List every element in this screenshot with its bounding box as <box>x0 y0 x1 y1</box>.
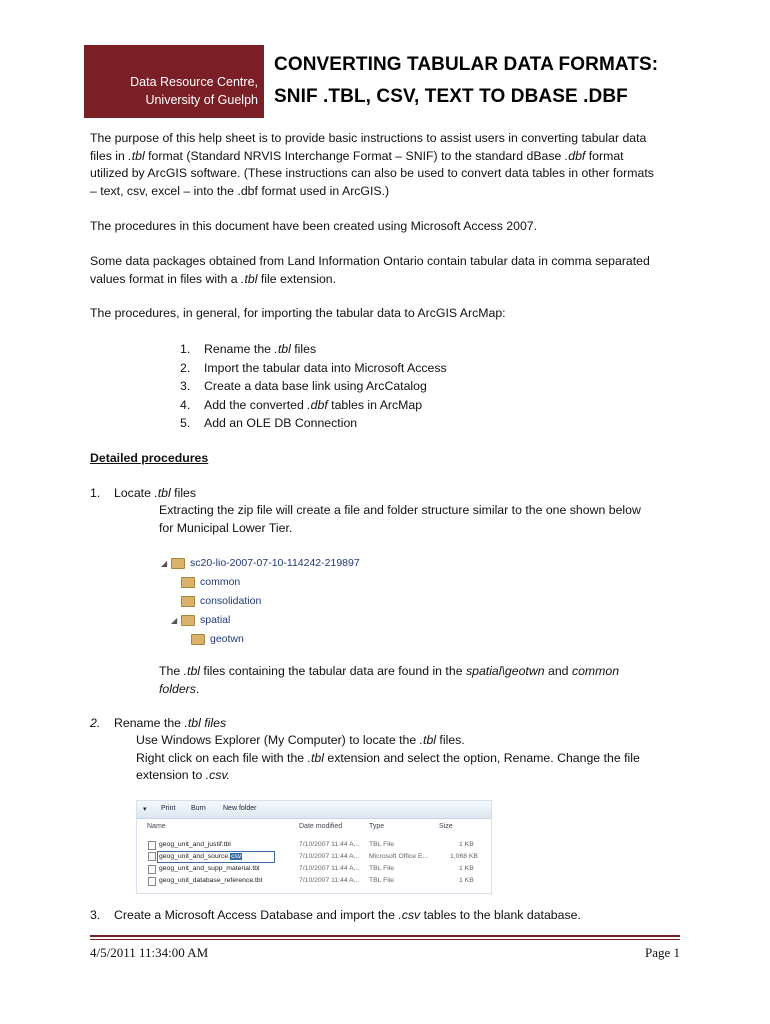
column-date: Date modified <box>299 823 343 830</box>
tree-root: ◢ sc20-lio-2007-07-10-114242-219897 <box>161 555 360 571</box>
org-name-line2: University of Guelph <box>145 93 258 107</box>
general-procedures-paragraph: The procedures, in general, for importing the tabular data to ArcGIS ArcMap: <box>90 306 506 320</box>
column-name: Name <box>147 823 166 830</box>
detail-2-text: Use Windows Explorer (My Computer) to locate the .tbl files. Right click on each file with the .tbl extension and select the option, Rename. Change the file extension to .csv. <box>136 733 640 783</box>
step-5: Add an OLE DB Connection <box>204 416 358 430</box>
explorer-toolbar <box>137 801 491 819</box>
step-4: Add the converted .dbf tables in ArcMap <box>204 397 423 412</box>
folder-tree-screenshot <box>159 553 359 649</box>
detail-1-number: 1. <box>90 486 101 500</box>
file-icon <box>148 865 156 874</box>
detail-2-title: Rename the .tbl files <box>114 716 227 730</box>
detail-1-after-text: The .tbl files containing the tabular data are found in the spatial\geotwn and common folders. <box>159 664 620 696</box>
footer-divider <box>90 935 680 937</box>
page-title-line1: CONVERTING TABULAR DATA FORMATS: <box>274 54 659 75</box>
explorer-screenshot: ▾ Print Burn New folder Name Date modified Type Size geog_unit_and_justif.tbl 7/10/2007 11:44 A... TBL File 1 KB geog_unit_and_source.csv 7/10/2007 11:44 A... Microsoft Office E... 1,068 KB geog_unit_and_supp_material.tbl 7/10/2007 11:44 A... TBL File 1 KB geog_unit_database_reference.tbl 7/10/2007 11:44 A... TBL File 1 KB <box>136 800 492 894</box>
page-number: Page 1 <box>644 945 680 960</box>
print-button: Print <box>161 805 176 812</box>
header-banner <box>84 45 264 118</box>
detail-2-number: 2. <box>90 716 101 730</box>
folder-icon <box>191 634 205 645</box>
file-icon <box>148 841 156 850</box>
column-type: Type <box>369 823 385 830</box>
access-version-paragraph: The procedures in this document have been created using Microsoft Access 2007. <box>90 219 538 233</box>
organize-dropdown-icon: ▾ <box>143 806 147 813</box>
file-icon <box>148 877 156 886</box>
intro-paragraph: The purpose of this help sheet is to provide basic instructions to assist users in converting tabular data files in .tbl format (Standard NRVIS Interchange Format – SNIF) to the standard dBase .dbf format utilized by ArcGIS software. (These instructions can also be used to convert data tables in other formats – text, csv, excel – into the .dbf format used in ArcGIS.) <box>90 131 654 198</box>
step-1: Rename the .tbl files <box>204 342 317 356</box>
detailed-procedures-heading: Detailed procedures <box>90 451 209 465</box>
folder-icon <box>181 615 195 626</box>
folder-icon <box>181 577 195 588</box>
burn-button: Burn <box>191 805 206 812</box>
tree-folder-consolidation: consolidation <box>181 593 261 609</box>
page-title-line2: SNIF .TBL, CSV, TEXT TO DBASE .DBF <box>274 86 628 107</box>
expand-arrow-icon: ◢ <box>161 559 168 568</box>
step-2: Import the tabular data into Microsoft Access <box>204 360 447 375</box>
tree-folder-common: common <box>181 574 240 590</box>
lio-paragraph: Some data packages obtained from Land Information Ontario contain tabular data in comma separated values format in files with a .tbl file extension. <box>90 254 650 286</box>
folder-icon <box>171 558 185 569</box>
tree-folder-spatial: ◢ spatial <box>171 612 230 628</box>
footer-divider-thin <box>90 939 680 940</box>
folder-icon <box>181 596 195 607</box>
detail-3-number: 3. <box>90 908 101 922</box>
column-size: Size <box>439 823 453 830</box>
detail-3-text: Create a Microsoft Access Database and import the .csv tables to the blank database. <box>114 908 581 922</box>
detail-1-text: Extracting the zip file will create a file and folder structure similar to the one shown below for Municipal Lower Tier. <box>159 503 641 535</box>
footer-date: 4/5/2011 11:34:00 AM <box>90 945 209 960</box>
new-folder-button: New folder <box>223 805 257 812</box>
detail-1-title: Locate .tbl files <box>114 486 197 500</box>
step-3: Create a data base link using ArcCatalog <box>204 379 427 393</box>
expand-arrow-icon: ◢ <box>171 616 178 625</box>
tree-folder-geotwn: geotwn <box>191 631 244 647</box>
org-name-line1: Data Resource Centre, <box>130 75 258 89</box>
file-icon <box>148 852 156 861</box>
